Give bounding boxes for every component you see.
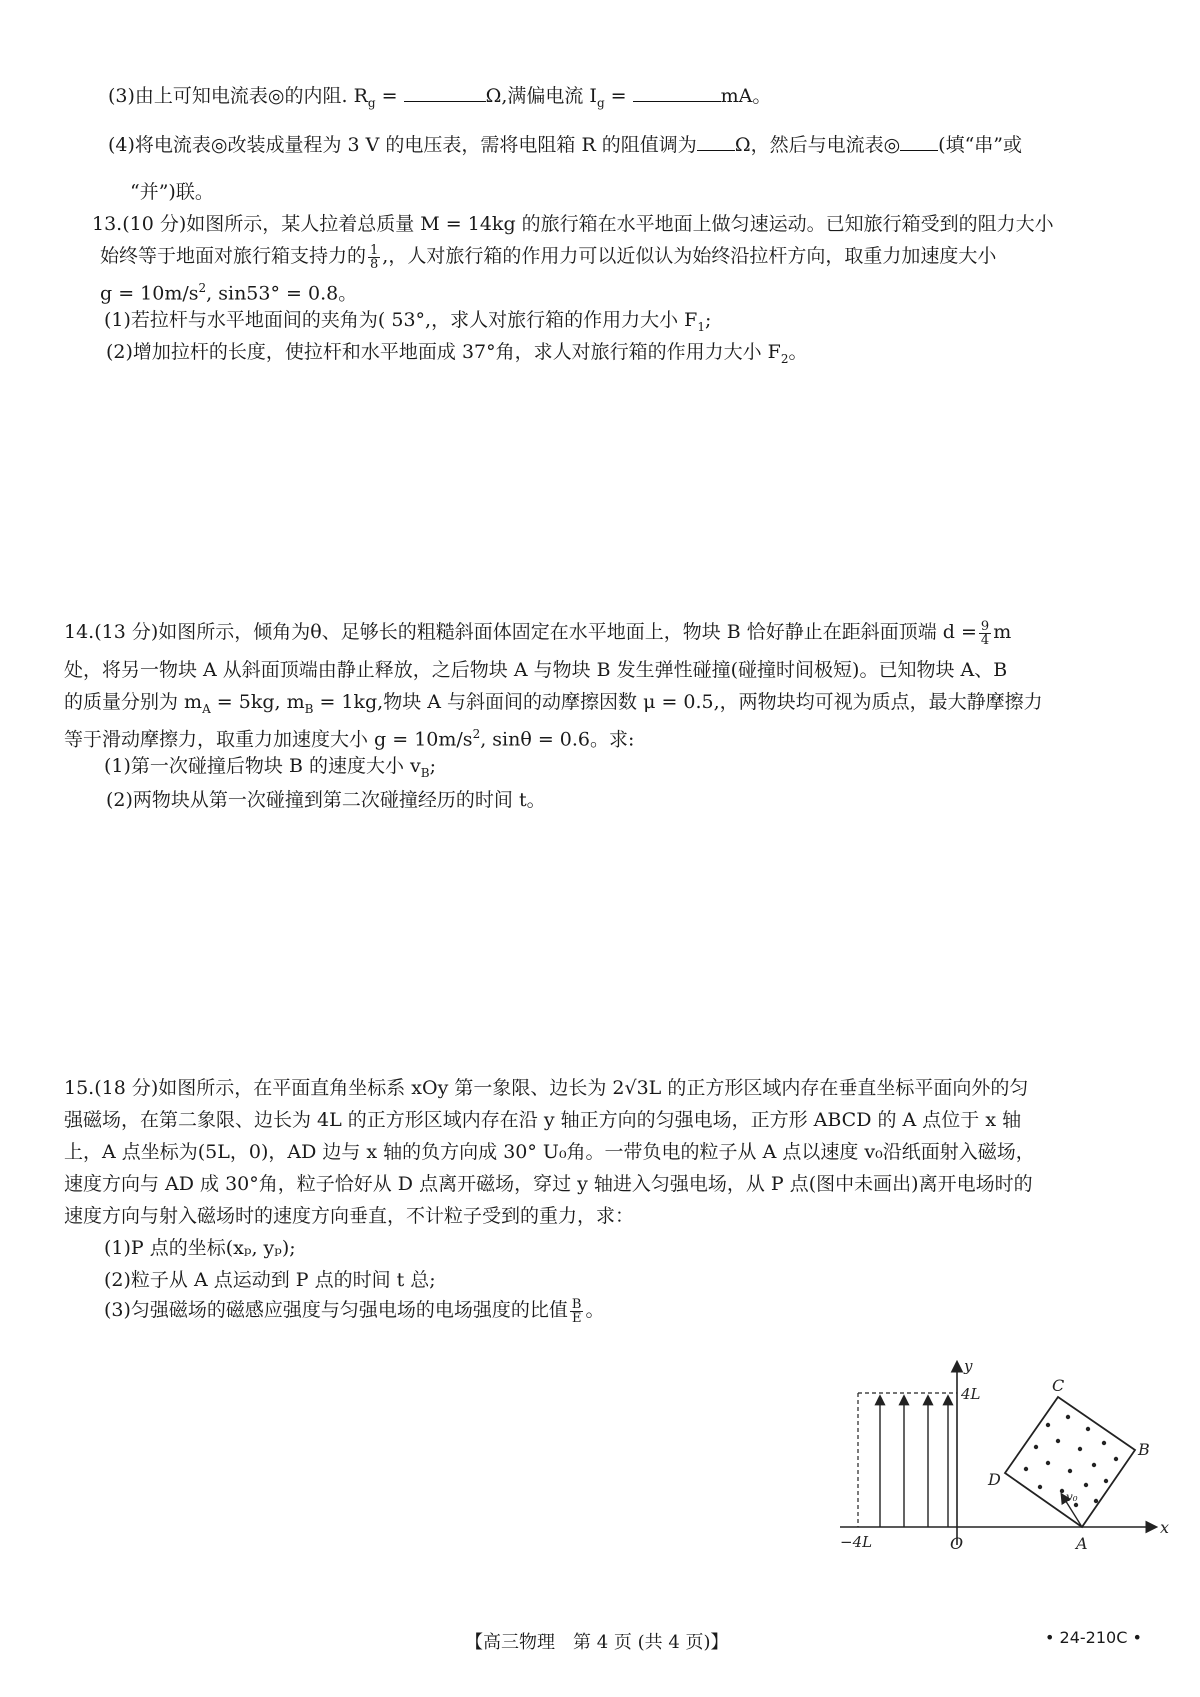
q15-line5: 速度方向与射入磁场时的速度方向垂直，不计粒子受到的重力，求： — [64, 1205, 635, 1227]
frac-num: 1 — [370, 242, 379, 258]
q13-line3-sup: 2 — [198, 281, 207, 295]
frac-num: 9 — [980, 618, 990, 634]
label-v0: v₀ — [1066, 1490, 1078, 1504]
q13-sub2-b: 。 — [788, 341, 808, 363]
q12-p3-text-c: Ω,满偏电流 I — [485, 85, 597, 107]
label-D: D — [988, 1470, 1001, 1489]
q15-sub1: (1)P 点的坐标(xₚ, yₚ); — [104, 1237, 296, 1259]
fraction-one-eighth — [368, 244, 380, 271]
q14-sub1-b: ; — [429, 755, 436, 777]
q14-line1-b: m — [993, 621, 1012, 643]
answer-blank-ig[interactable] — [633, 83, 721, 102]
q14-line2: 处，将另一物块 A 从斜面顶端由静止释放，之后物块 A 与物块 B 发生弹性碰撞(碰撞时间极短)。已知物块 A、B — [64, 659, 1008, 681]
fraction-nine-quarters — [979, 620, 991, 647]
frac-num: B — [571, 1296, 582, 1312]
footer-page-info: 【高三物理 第 4 页 (共 4 页)】 — [465, 1632, 729, 1653]
q14-sub1-a: (1)第一次碰撞后物块 B 的速度大小 v — [104, 755, 421, 777]
q15-sub3 — [104, 1296, 605, 1325]
ammeter-symbol: ◎ — [267, 85, 285, 107]
q13-sub1-sub: 1 — [697, 319, 705, 334]
q14-line1 — [64, 618, 1011, 647]
label-O: O — [950, 1534, 964, 1553]
fraction-b-over-e — [570, 1298, 584, 1325]
q14-line4-a: 等于滑动摩擦力，取重力加速度大小 g = 10m/s — [64, 728, 473, 751]
frac-den: 8 — [370, 256, 379, 272]
q14-line4 — [64, 720, 634, 753]
q15-line3: 上，A 点坐标为(5L，0)，AD 边与 x 轴的负方向成 30° U₀角。一带负电的粒子从 A 点以速度 v₀沿纸面射入磁场， — [64, 1141, 1035, 1163]
frac-den: 4 — [980, 632, 990, 648]
label-A: A — [1076, 1534, 1088, 1553]
q12-part4-cont: “并”)联。 — [130, 181, 214, 203]
q12-p4-text-a: (4)将电流表◎改装成量程为 3 V 的电压表，需将电阻箱 R 的阻值调为 — [108, 134, 697, 156]
q14-sub1-sub: B — [420, 765, 430, 780]
q15-line4: 速度方向与 AD 成 30°角，粒子恰好从 D 点离开磁场，穿过 y 轴进入匀强电场，从 P 点(图中未画出)离开电场时的 — [64, 1173, 1033, 1195]
q14-line3 — [64, 688, 1043, 723]
q13-line3 — [100, 274, 357, 307]
q12-p3-text-a: (3)由上可知电流表 — [108, 85, 268, 107]
q13-line2-a: 始终等于地面对旅行箱支持力的 — [100, 245, 367, 267]
label-4L: 4L — [961, 1385, 981, 1403]
q13-line2 — [100, 242, 996, 271]
label-x: x — [1160, 1518, 1170, 1537]
q14-sub1 — [104, 752, 436, 787]
q12-part4 — [108, 131, 1022, 159]
q12-p3-text-d: mA。 — [720, 85, 772, 107]
q14-sub-b: B — [304, 701, 314, 716]
q15-sub3-a: (3)匀强磁场的磁感应强度与匀强电场的电场强度的比值 — [104, 1299, 568, 1321]
footer-code: • 24-210C • — [1045, 1628, 1142, 1647]
answer-blank-resistance[interactable] — [697, 132, 735, 151]
q14-line3-b: = 5kg, m — [210, 691, 305, 713]
q13-line3-a: g = 10m/s — [100, 282, 199, 305]
q15-line1: 15.(18 分)如图所示，在平面直角坐标系 xOy 第一象限、边长为 2√3L 的正方形区域内存在垂直坐标平面向外的匀 — [64, 1077, 1029, 1099]
coordinate-diagram — [840, 1355, 1180, 1555]
q14-line4-b: , sinθ = 0.6。求: — [480, 728, 635, 751]
q12-p4-text-c: (填“串”或 — [938, 134, 1022, 156]
label-B: B — [1138, 1440, 1150, 1459]
answer-blank-connection[interactable] — [900, 132, 938, 151]
q14-line1-a: 14.(13 分)如图所示，倾角为θ、足够长的粗糙斜面体固定在水平地面上，物块 B 恰好静止在距斜面顶端 d = — [64, 621, 977, 643]
label-y: y — [964, 1357, 973, 1375]
q12-p3-eq: = — [375, 85, 404, 107]
q13-sub2-a: (2)增加拉杆的长度，使拉杆和水平地面成 37°角，求人对旅行箱的作用力大小 F — [106, 341, 781, 363]
q13-line3-b: , sin53° = 0.8。 — [206, 282, 358, 305]
q13-line1: 13.(10 分)如图所示，某人拉着总质量 M = 14kg 的旅行箱在水平地面上做匀速运动。已知旅行箱受到的阻力大小 — [92, 213, 1054, 235]
q14-line3-a: 的质量分别为 m — [64, 691, 203, 713]
q15-sub3-b: 。 — [585, 1299, 605, 1321]
q13-sub1 — [104, 306, 711, 341]
q14-line3-c: = 1kg,物块 A 与斜面间的动摩擦因数 μ = 0.5,，两物块均可视为质点，最大静摩擦力 — [313, 691, 1043, 713]
q12-part3 — [108, 82, 771, 117]
label-C: C — [1052, 1376, 1065, 1395]
q14-line4-sup: 2 — [472, 727, 481, 741]
q14-sub2: (2)两物块从第一次碰撞到第二次碰撞经历的时间 t。 — [106, 789, 546, 811]
q15-line2: 强磁场，在第二象限、边长为 4L 的正方形区域内存在沿 y 轴正方向的匀强电场，正方形 ABCD 的 A 点位于 x 轴 — [64, 1109, 1022, 1131]
label-neg4L: −4L — [840, 1533, 873, 1551]
q13-sub1-a: (1)若拉杆与水平地面间的夹角为( 53°,，求人对旅行箱的作用力大小 F — [104, 309, 698, 331]
answer-blank-rg[interactable] — [404, 83, 486, 102]
q12-p3-text-b: 的内阻. R — [284, 85, 368, 107]
q13-sub2-sub: 2 — [780, 351, 789, 366]
q12-p3-eq2: = — [604, 85, 633, 107]
q12-p4-text-b: Ω，然后与电流表◎ — [734, 134, 901, 156]
q14-sub-a: A — [202, 701, 211, 716]
q12-p3-sub-g2: g — [596, 95, 605, 110]
q13-sub1-b: ; — [704, 309, 712, 331]
q15-sub2: (2)粒子从 A 点运动到 P 点的时间 t 总; — [104, 1269, 436, 1291]
electric-field-lines — [880, 1397, 948, 1527]
q12-p3-sub-g: g — [367, 95, 376, 110]
frac-den: E — [571, 1310, 582, 1326]
q13-sub2 — [106, 338, 808, 373]
q13-line2-b: ,，人对旅行箱的作用力可以近似认为始终沿拉杆方向，取重力加速度大小 — [382, 245, 997, 267]
